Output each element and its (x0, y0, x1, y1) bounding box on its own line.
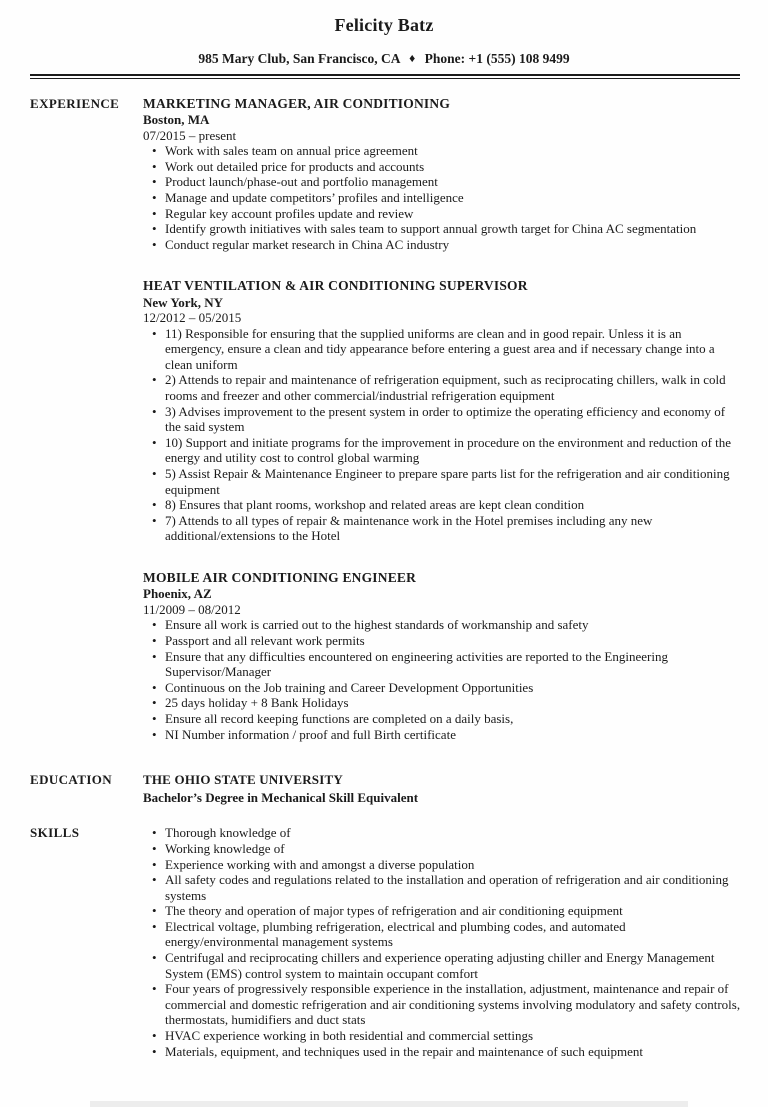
bullet-item: • Continuous on the Job training and Career Development Opportunities (143, 680, 742, 696)
section-label-experience: EXPERIENCE (30, 95, 120, 111)
job-dates: 11/2009 – 08/2012 (143, 601, 241, 617)
bullet-item: • Conduct regular market research in China AC industry (143, 237, 742, 253)
skills-content (143, 825, 742, 1059)
bullet-item: • 8) Ensures that plant rooms, workshop and related areas are kept clean condition (143, 497, 742, 513)
bullet-item: • 11) Responsible for ensuring that the supplied uniforms are clean and in good repair. Unless it is an emergency, ensure a clean and tidy appearance before entering a guest area and if necessary change into a clean uniform (143, 326, 742, 373)
bullet-item: • Work out detailed price for products and accounts (143, 159, 742, 175)
job-title: MARKETING MANAGER, AIR CONDITIONING (143, 95, 451, 111)
bullet-list (143, 143, 742, 252)
bullet-item: • Materials, equipment, and techniques used in the repair and maintenance of such equipment (143, 1044, 742, 1060)
bullet-item: • HVAC experience working in both residential and commercial settings (143, 1028, 742, 1044)
bullet-list (143, 825, 742, 1059)
bullet-item: • Manage and update competitors’ profiles and intelligence (143, 190, 742, 206)
bullet-item: • Electrical voltage, plumbing refrigeration, electrical and plumbing codes, and automated energy/environmental management systems (143, 919, 742, 950)
bullet-item: • 10) Support and initiate programs for the improvement in procedure on the environment and reduction of the energy and utility cost to control global warming (143, 435, 742, 466)
job-entry (143, 570, 742, 742)
section-label-education: EDUCATION (30, 772, 113, 788)
bullet-item: • Identify growth initiatives with sales team to support annual growth target for China AC segmentation (143, 221, 742, 237)
scan-artifact-bar (90, 1101, 688, 1107)
bullet-item: • Centrifugal and reciprocating chillers and experience operating adjusting chiller and Energy Management System (EMS) control system to maintain occupant comfort (143, 950, 742, 981)
job-location: Phoenix, AZ (143, 586, 212, 602)
section-experience (0, 96, 768, 742)
bullet-item: • Four years of progressively responsible experience in the installation, adjustment, maintenance and repair of commercial and domestic refrigeration and air conditioning systems involving modulatory and safety controls, thermostats, humidifiers and duct stats (143, 981, 742, 1028)
section-skills (0, 825, 768, 1059)
section-education (0, 772, 768, 805)
bullet-item: • Regular key account profiles update and review (143, 206, 742, 222)
job-location: New York, NY (143, 294, 224, 310)
education-degree: Bachelor’s Degree in Mechanical Skill Equivalent (143, 789, 419, 805)
contact-phone: Phone: +1 (555) 108 9499 (424, 50, 570, 66)
education-content (143, 772, 742, 805)
job-title: HEAT VENTILATION & AIR CONDITIONING SUPERVISOR (143, 278, 528, 294)
contact-address: 985 Mary Club, San Francisco, CA (198, 50, 400, 66)
bullet-item: • Passport and all relevant work permits (143, 633, 742, 649)
bullet-item: • 5) Assist Repair & Maintenance Engineer to prepare spare parts list for the refrigeration and air conditioning equipment (143, 466, 742, 497)
bullet-item: • Ensure that any difficulties encountered on engineering activities are reported to the Engineering Supervisor/Manager (143, 649, 742, 680)
diamond-icon: ♦ (409, 50, 416, 65)
bullet-item: • All safety codes and regulations related to the installation and operation of refrigeration and air conditioning systems (143, 872, 742, 903)
education-school: THE OHIO STATE UNIVERSITY (143, 772, 343, 788)
resume-name: Felicity Batz (334, 15, 434, 35)
experience-content (143, 96, 742, 742)
job-dates: 07/2015 – present (143, 127, 237, 143)
bullet-item: • The theory and operation of major types of refrigeration and air conditioning equipment (143, 903, 742, 919)
contact-line (0, 51, 768, 67)
bullet-item: • NI Number information / proof and full Birth certificate (143, 727, 742, 743)
bullet-item: • Experience working with and amongst a diverse population (143, 857, 742, 873)
job-entry (143, 96, 742, 253)
job-dates: 12/2012 – 05/2015 (143, 310, 242, 326)
job-location: Boston, MA (143, 111, 210, 127)
section-label-skills: SKILLS (30, 825, 80, 841)
bullet-item: • Working knowledge of (143, 841, 742, 857)
bullet-item: • Ensure all record keeping functions are completed on a daily basis, (143, 711, 742, 727)
bullet-item: • Thorough knowledge of (143, 825, 742, 841)
bullet-item: • 3) Advises improvement to the present system in order to optimize the operating efficiency and economy of the said system (143, 404, 742, 435)
job-title: MOBILE AIR CONDITIONING ENGINEER (143, 570, 417, 585)
bullet-list (143, 617, 742, 742)
bullet-item: • 25 days holiday + 8 Bank Holidays (143, 695, 742, 711)
bullet-item: • 7) Attends to all types of repair & maintenance work in the Hotel premises including any new additional/extensions to the Hotel (143, 513, 742, 544)
job-entry (143, 278, 742, 544)
bullet-item: • Work with sales team on annual price agreement (143, 143, 742, 159)
bullet-item: • Product launch/phase-out and portfolio management (143, 174, 742, 190)
bullet-item: • Ensure all work is carried out to the highest standards of workmanship and safety (143, 617, 742, 633)
header-divider (30, 74, 740, 79)
bullet-item: • 2) Attends to repair and maintenance of refrigeration equipment, such as reciprocating chillers, walk in cold rooms and freezer and other commercial/industrial refrigeration equipment (143, 372, 742, 403)
bullet-list (143, 326, 742, 544)
